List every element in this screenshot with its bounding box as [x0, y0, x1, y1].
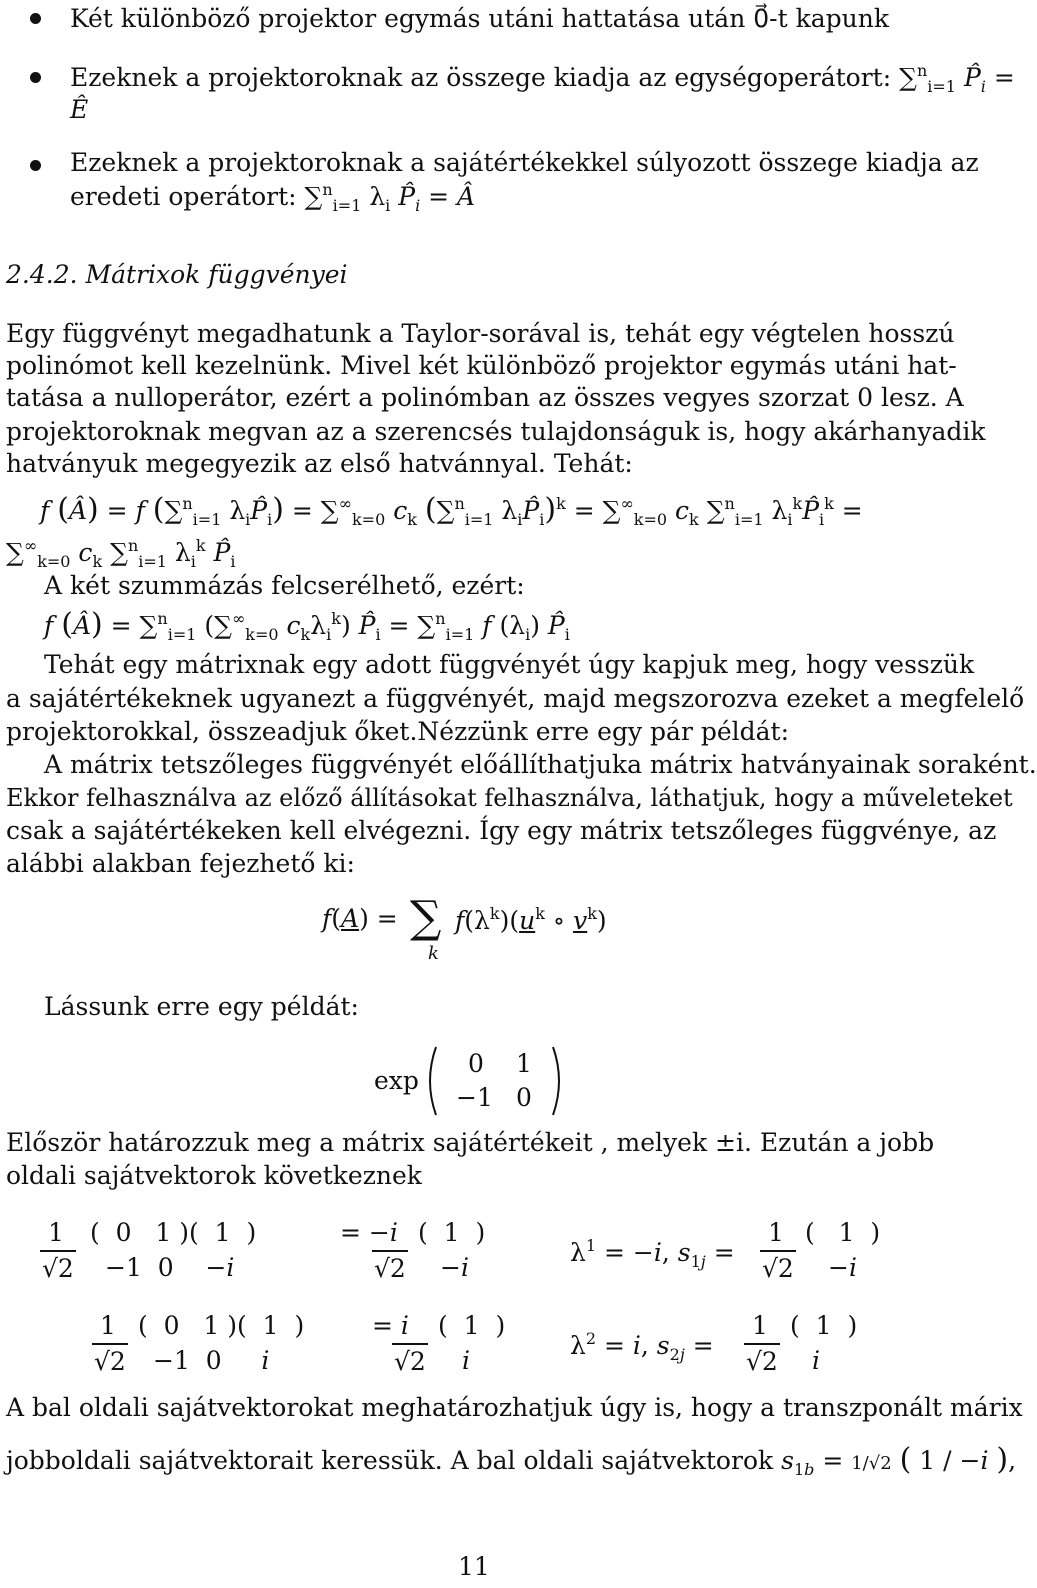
bullet-3-cont: eredeti operátort: ∑$^n_{i=1}$ $\lambda_i$ $P̂_i$ = Â	[70, 180, 476, 215]
para1-line: tatása a nulloperátor, ezért a polinómban az összes vegyes szorzat 0 lesz. A	[6, 383, 964, 412]
para2-line: alábbi alakban fejezhető ki:	[6, 849, 355, 878]
lambda-2: $\lambda^2 = i$, $s_{2j}$ =	[570, 1329, 714, 1364]
bullet-marker	[30, 160, 41, 171]
exp-matrix	[422, 1045, 567, 1117]
para1-line: hatványuk megegyezik az első hatvánnyal. Tehát:	[6, 449, 633, 478]
para2-line: csak a sajátértékeken kell elvégezni. Így egy mátrix tetszőleges függvénye, az	[6, 816, 997, 845]
bullet-marker	[30, 13, 41, 24]
s-vector-row2: −i	[828, 1253, 857, 1282]
fraction: 1	[752, 1311, 768, 1340]
matrix-entry: −1	[456, 1083, 493, 1112]
result-vector: ( 1 )	[418, 1218, 486, 1247]
fraction-den: √2	[42, 1254, 74, 1283]
para1-line: polinómot kell kezelnünk. Mivel két különböző projektor egymás utáni hat-	[6, 351, 957, 380]
para2-line: a sajátértékeknek ugyanezt a függvényét, majd megszorozva ezeket a megfelelő	[6, 684, 1025, 713]
equals-fraction: = i	[372, 1311, 409, 1340]
matrix-entries: ( 0 1 )( 1 )	[90, 1218, 257, 1247]
section-heading: 2.4.2. Mátrixok függvényei	[6, 260, 348, 289]
result-vector-row2: −i	[440, 1253, 469, 1282]
equation-matrix-function: f(A) =	[322, 904, 398, 933]
fraction-den: √2	[94, 1347, 126, 1376]
bullet-2: Ezeknek a projektoroknak az összege kiadja az egységoperátort: ∑$^n_{i=1}$ $P̂_i$ =	[70, 61, 1015, 96]
fraction-den: √2	[394, 1347, 426, 1376]
sum-symbol: ∑	[410, 892, 442, 943]
matrix-entries-row2: −1 0 −i	[105, 1253, 235, 1282]
para2-line: Ekkor felhasználva az előző állításokat felhasználva, láthatjuk, hogy a műveleteket	[6, 784, 1013, 812]
bullet-3: Ezeknek a projektoroknak a sajátértékekkel súlyozott összege kiadja az	[70, 148, 979, 177]
equation-swap: f (Â) = ∑$^n_{i=1}$ ($\sum^\infty_{k=0}$ $c_k\lambda_i^k$) $P̂_i = \sum^n_{i=1}$ f $(\lambda_i)$ $P̂_i$	[44, 607, 570, 644]
result-vector-row2: i	[462, 1346, 470, 1375]
page-number: 11	[458, 1552, 490, 1581]
matrix-entries-row2: −1 0 i	[153, 1346, 270, 1375]
equals-fraction: = −i	[340, 1218, 398, 1247]
para3-line: oldali sajátvektorok következnek	[6, 1161, 422, 1190]
para2-line: projektorokkal, összeadjuk őket.Nézzünk erre egy pár példát:	[6, 717, 790, 746]
s-vector: ( 1 )	[790, 1311, 858, 1340]
matrix-entries: ( 0 1 )( 1 )	[138, 1311, 305, 1340]
para2-line: Tehát egy mátrixnak egy adott függvényét úgy kapjuk meg, hogy vesszük	[44, 650, 975, 679]
s-vector: ( 1 )	[805, 1218, 881, 1247]
swap-text: A két szummázás felcserélhető, ezért:	[44, 571, 525, 600]
bullet-marker	[30, 72, 41, 83]
fraction: 1	[100, 1311, 116, 1340]
equation-taylor-line1: f (Â) = f (∑$^n_{i=1}$ $\lambda_iP̂_i) = \sum^\infty_{k=0}$ $c_k$ (∑$^n_{i=1}$ $\lambda_iP̂_i)^k = \sum^\infty_{k=0}$ $c_k$ ∑$^n_{i=1}$ $\lambda_i^kP̂_i^k$ =	[40, 492, 863, 529]
result-vector: ( 1 )	[438, 1311, 506, 1340]
equation-matrix-function-rhs: $f(\lambda^k)(u^k$ ∘ $v^k$)	[455, 904, 607, 935]
lambda-1: $\lambda^1 = -i$, $s_{1j}$ =	[570, 1236, 735, 1271]
para1-line: Egy függvényt megadhatunk a Taylor-sorával is, tehát egy végtelen hosszú	[6, 319, 955, 348]
para3-line: Először határozzuk meg a mátrix sajátértékeit , melyek ±i. Ezután a jobb	[6, 1128, 935, 1157]
matrix-entry: 0	[468, 1049, 484, 1078]
fraction-den: √2	[746, 1347, 778, 1376]
sum-index: k	[428, 943, 439, 964]
matrix-entry: 0	[516, 1083, 532, 1112]
exp-label: exp	[374, 1066, 419, 1095]
eigen-row-1	[0, 1210, 960, 1300]
s-vector-row2: i	[812, 1346, 820, 1375]
eigen-row-2	[0, 1303, 960, 1393]
fraction: 1	[768, 1218, 784, 1247]
fraction-den: √2	[762, 1254, 794, 1283]
para1-line: projektoroknak megvan az a szerencsés tulajdonságuk is, hogy akárhanyadik	[6, 417, 986, 446]
matrix-entry: 1	[516, 1049, 532, 1078]
example-label: Lássunk erre egy példát:	[44, 992, 359, 1021]
fraction-den: √2	[374, 1254, 406, 1283]
para4-line-2: jobboldali sajátvektorait keressük. A bal oldali sajátvektorok $s_{1b} = 1/√2$ ( 1 / −i ),	[6, 1442, 1017, 1479]
bullet-2-cont: Ê	[70, 95, 89, 124]
bullet-1: Két különböző projektor egymás utáni hattatása után 0⃗-t kapunk	[70, 4, 890, 33]
fraction: 1	[48, 1218, 64, 1247]
equation-taylor-line2: $\sum^\infty_{k=0}$ $c_k$ ∑$^n_{i=1}$ $\lambda_i^k$ $P̂_i$	[6, 536, 236, 571]
para2-line: A mátrix tetszőleges függvényét előállíthatjuka mátrix hatványainak soraként.	[44, 750, 1037, 779]
para4-line: A bal oldali sajátvektorokat meghatározhatjuk úgy is, hogy a transzponált márix	[6, 1393, 1023, 1422]
